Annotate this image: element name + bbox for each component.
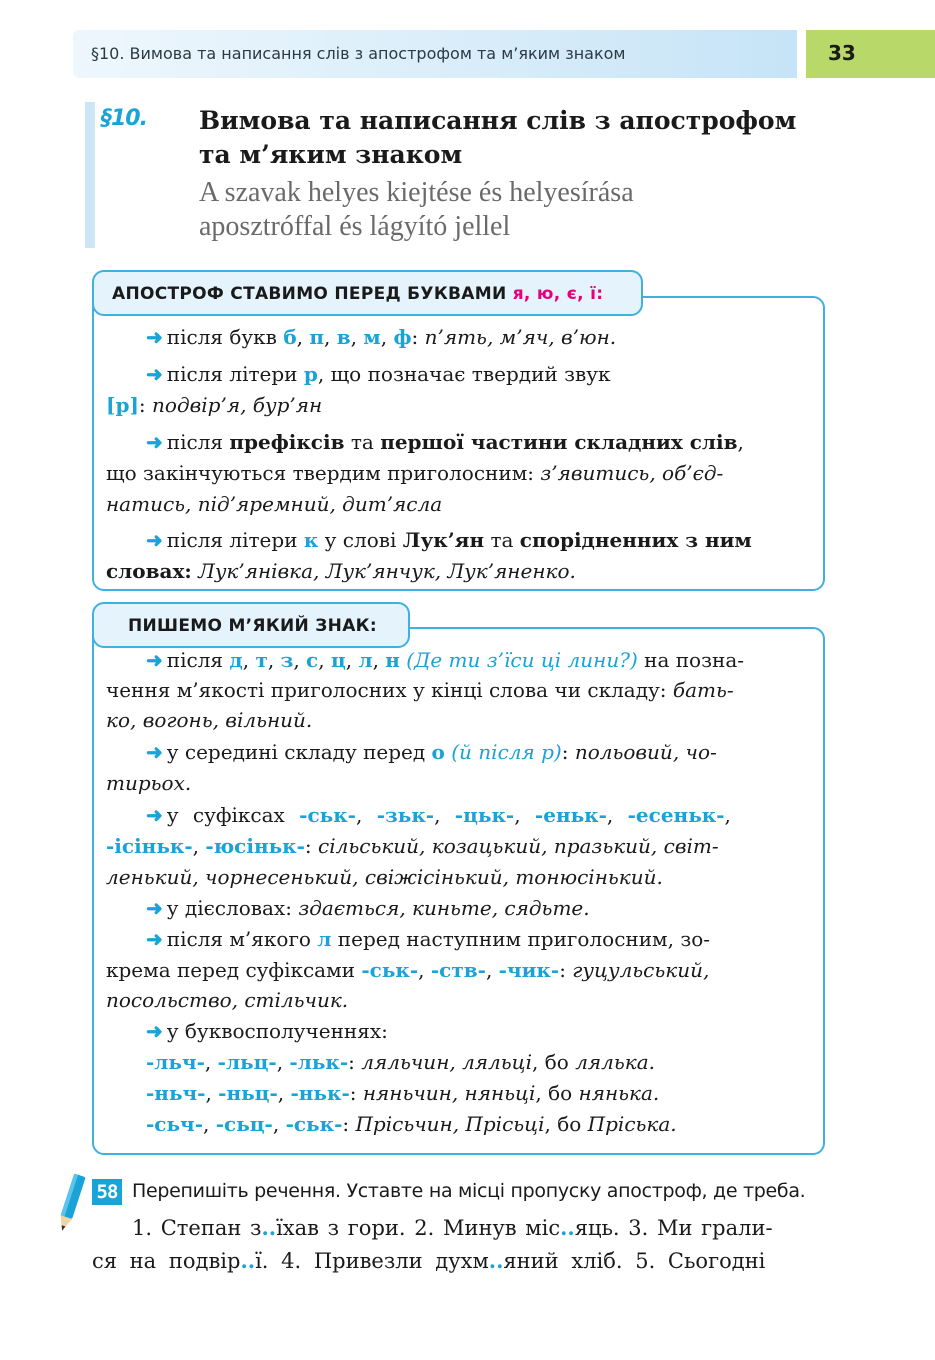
- running-title: §10. Вимова та написання слів з апострофом та м’яким знаком: [91, 44, 626, 63]
- letter: ф: [393, 325, 412, 349]
- exercise-text: їхав з гори. 2. Минув міс: [276, 1216, 561, 1240]
- apostrophe-rule-2: [146, 359, 611, 390]
- rule-text: перед наступним приголосним, зо-: [331, 927, 711, 951]
- arrow-icon: ➜: [146, 430, 163, 454]
- letter: р: [303, 362, 318, 386]
- suffix: -ськ-: [299, 803, 356, 827]
- apostrophe-rule-3-line3: натись, під’яремний, дит’ясла: [106, 492, 443, 516]
- suffix: -ісіньк-: [106, 834, 193, 858]
- title-ua-line1: Вимова та написання слів з апострофом: [199, 106, 797, 135]
- running-header: [73, 30, 797, 78]
- rule-bold: спорідненних з ним: [519, 528, 752, 552]
- letter: п: [309, 325, 325, 349]
- rule-bold: словах:: [106, 559, 192, 583]
- rule-text: після літери: [166, 362, 304, 386]
- example: ляльчин, ляльці: [361, 1050, 533, 1074]
- example: Прісьчин, Прісьці: [355, 1112, 545, 1136]
- soft-sign-rule-3-line2: -ісіньк-, -юсіньк-: сільський, козацький, празький, світ-: [106, 834, 719, 858]
- letter: о: [431, 740, 445, 764]
- suffix: -чик-: [498, 958, 560, 982]
- arrow-icon: ➜: [146, 528, 163, 552]
- combo-line-3: -сьч-, -сьц-, -ськ-: Прісьчин, Прісьці, бо Пріська.: [146, 1112, 677, 1136]
- example: гуцульський,: [572, 958, 710, 982]
- soft-sign-rule-5: [146, 924, 710, 955]
- soft-sign-tab-label: ПИШЕМО М’ЯКИЙ ЗНАК:: [128, 616, 377, 636]
- apostrophe-rule-4: [146, 525, 752, 556]
- rule-text: та: [484, 528, 520, 552]
- suffix: -есеньк-: [627, 803, 725, 827]
- apostrophe-tab-label: АПОСТРОФ СТАВИМО ПЕРЕД БУКВАМИ: [112, 284, 507, 304]
- letter: з: [280, 648, 294, 672]
- example: з’явитись, об’єд-: [540, 461, 724, 485]
- example: Лук’янівка, Лук’янчук, Лук’яненко.: [198, 559, 576, 583]
- suffix: -ств-: [430, 958, 486, 982]
- rule-bold: першої частини складних слів: [380, 430, 738, 454]
- apostrophe-tab-letters: я, ю, є, ї:: [512, 284, 604, 304]
- rule-text: після: [166, 648, 230, 672]
- section-title-hungarian: [199, 176, 839, 244]
- gap: ..: [240, 1248, 256, 1273]
- suffix: -зьк-: [376, 803, 435, 827]
- rule-text: що закінчуються твердим приголосним:: [106, 461, 541, 485]
- apostrophe-rule-4-line2: [106, 556, 576, 587]
- letter: н: [385, 648, 400, 672]
- rule-bold: префіксів: [229, 430, 345, 454]
- soft-sign-rule-3-line3: ленький, чорнесенький, свіжісінький, тонюсінький.: [106, 865, 663, 889]
- example: сільський, козацький, празький, світ-: [318, 834, 719, 858]
- rule-bold: Лук’ян: [402, 528, 485, 552]
- rule-text: у слові: [318, 528, 403, 552]
- exercise-text: ся на подвір: [92, 1249, 241, 1273]
- apostrophe-rule-3: ➜ після префіксів та першої частини складних слів,: [146, 430, 744, 454]
- rule-text: крема перед суфіксами: [106, 958, 362, 982]
- note: (й після р): [451, 740, 562, 764]
- exercise-text: 1. Степан з: [132, 1216, 262, 1240]
- sound: [р]: [106, 393, 139, 417]
- combo-line-2: -ньч-, -ньц-, -ньк-: няньчин, няньці, бо нянька.: [146, 1081, 660, 1105]
- letter: м: [363, 325, 381, 349]
- rule-text: чення м’якості приголосних у кінці слова чи складу:: [106, 678, 673, 702]
- combo: -сьц-: [215, 1112, 273, 1136]
- soft-sign-rule-1-line2: [106, 675, 734, 706]
- page-number: [806, 30, 935, 78]
- combo: -льц-: [217, 1050, 277, 1074]
- pencil-icon: [56, 1172, 86, 1234]
- arrow-icon: ➜: [146, 896, 163, 920]
- suffix: -еньк-: [534, 803, 607, 827]
- soft-sign-rule-4: [146, 893, 590, 924]
- rule-text: , бо: [544, 1112, 588, 1136]
- example: нянька.: [578, 1081, 660, 1105]
- example: няньчин, няньці: [362, 1081, 536, 1105]
- combo: -ньч-: [146, 1081, 206, 1105]
- arrow-icon: ➜: [146, 648, 163, 672]
- soft-sign-rule-5-line2: крема перед суфіксами -ськ-, -ств-, -чик-: гуцульський,: [106, 958, 710, 982]
- letter: б: [283, 325, 297, 349]
- exercise-task: Перепишіть речення. Уставте на місці пропуску апостроф, де треба.: [132, 1180, 806, 1202]
- title-accent-bar: [85, 102, 95, 248]
- suffix: -ськ-: [361, 958, 419, 982]
- example: здається, киньте, сядьте.: [298, 896, 590, 920]
- title-hu-line1: A szavak helyes kiejtése és helyesírása: [199, 177, 634, 208]
- example: подвір’я, бур’ян: [152, 393, 323, 417]
- arrow-icon: ➜: [146, 362, 163, 386]
- example: бать-: [672, 678, 734, 702]
- rule-text: , що позначає твердий звук: [317, 362, 611, 386]
- combo: -ньц-: [218, 1081, 278, 1105]
- letter: т: [255, 648, 268, 672]
- soft-sign-rule-5-line3: посольство, стільчик.: [106, 988, 349, 1012]
- rule-text: та: [344, 430, 381, 454]
- section-number: §10.: [101, 106, 147, 131]
- arrow-icon: ➜: [146, 927, 163, 951]
- page-number-text: 33: [828, 41, 856, 65]
- letter: л: [317, 927, 332, 951]
- letter: в: [336, 325, 351, 349]
- example: лялька.: [575, 1050, 656, 1074]
- soft-sign-rule-6: [146, 1016, 388, 1047]
- combo: -льк-: [289, 1050, 349, 1074]
- soft-sign-rule-1-line3: ко, вогонь, вільний.: [106, 708, 313, 732]
- letter: л: [358, 648, 373, 672]
- rule-text: після м’якого: [166, 927, 318, 951]
- rule-text: після літери: [166, 528, 304, 552]
- rule-text: у буквосполученнях:: [166, 1019, 388, 1043]
- suffix: -юсіньк-: [205, 834, 305, 858]
- gap: ..: [488, 1248, 504, 1273]
- rule-text: після букв: [166, 325, 284, 349]
- title-ua-line2: та м’яким знаком: [199, 140, 463, 169]
- mnemonic: (Де ти з’їси ці лини?): [406, 648, 638, 672]
- exercise-text: яний хліб. 5. Сьогодні: [503, 1249, 766, 1273]
- gap: ..: [261, 1215, 277, 1240]
- apostrophe-box-tab: [92, 270, 643, 316]
- rule-text: на позна-: [637, 648, 745, 672]
- apostrophe-rule-2-cont: [р]: подвір’я, бур’ян: [106, 393, 323, 417]
- combo: -ськ-: [285, 1112, 343, 1136]
- soft-sign-rule-2-line2: тирьох.: [106, 771, 192, 795]
- exercise-line-1: [132, 1212, 773, 1244]
- soft-sign-rule-2: ➜ у середині складу перед о (й після р): польовий, чо-: [146, 740, 717, 764]
- soft-sign-rule-1: ➜ після д, т, з, с, ц, л, н (Де ти з’їси ці лини?) на позна-: [146, 648, 745, 672]
- example: Пріська.: [587, 1112, 677, 1136]
- apostrophe-rule-3-line2: [106, 458, 723, 489]
- section-title-ukrainian: [199, 104, 839, 172]
- letter: ц: [330, 648, 346, 672]
- gap: ..: [560, 1215, 575, 1240]
- arrow-icon: ➜: [146, 740, 163, 764]
- letter: д: [229, 648, 243, 672]
- rule-text: після: [166, 430, 230, 454]
- combo: -ньк-: [290, 1081, 350, 1105]
- rule-text: , бо: [535, 1081, 579, 1105]
- soft-sign-rule-3: ➜ у суфіксах -ськ-, -зьк-, -цьк-, -еньк-, -есеньк-,: [146, 803, 731, 827]
- letter: с: [306, 648, 319, 672]
- rule-text: у суфіксах: [166, 803, 300, 827]
- exercise-number-badge: 58: [92, 1179, 122, 1205]
- soft-sign-box-tab: [92, 602, 410, 648]
- rule-text: у дієсловах:: [166, 896, 299, 920]
- arrow-icon: ➜: [146, 803, 163, 827]
- arrow-icon: ➜: [146, 325, 163, 349]
- combo: -льч-: [146, 1050, 205, 1074]
- exercise-text: яць. 3. Ми грали-: [574, 1216, 773, 1240]
- example: п’ять, м’яч, в’юн.: [424, 325, 617, 349]
- combo: -сьч-: [146, 1112, 203, 1136]
- rule-text: , бо: [532, 1050, 576, 1074]
- title-hu-line2: aposztróffal és lágyító jellel: [199, 211, 511, 242]
- arrow-icon: ➜: [146, 1019, 163, 1043]
- suffix: -цьк-: [454, 803, 515, 827]
- letter: к: [303, 528, 319, 552]
- rule-text: у середині складу перед: [166, 740, 432, 764]
- apostrophe-rule-1: ➜ після букв б, п, в, м, ф: п’ять, м’яч, в’юн.: [146, 325, 617, 349]
- exercise-line-2: [92, 1245, 765, 1277]
- combo-line-1: -льч-, -льц-, -льк-: ляльчин, ляльці, бо лялька.: [146, 1050, 656, 1074]
- exercise-text: ї. 4. Привезли духм: [255, 1249, 489, 1273]
- example: польовий, чо-: [574, 740, 717, 764]
